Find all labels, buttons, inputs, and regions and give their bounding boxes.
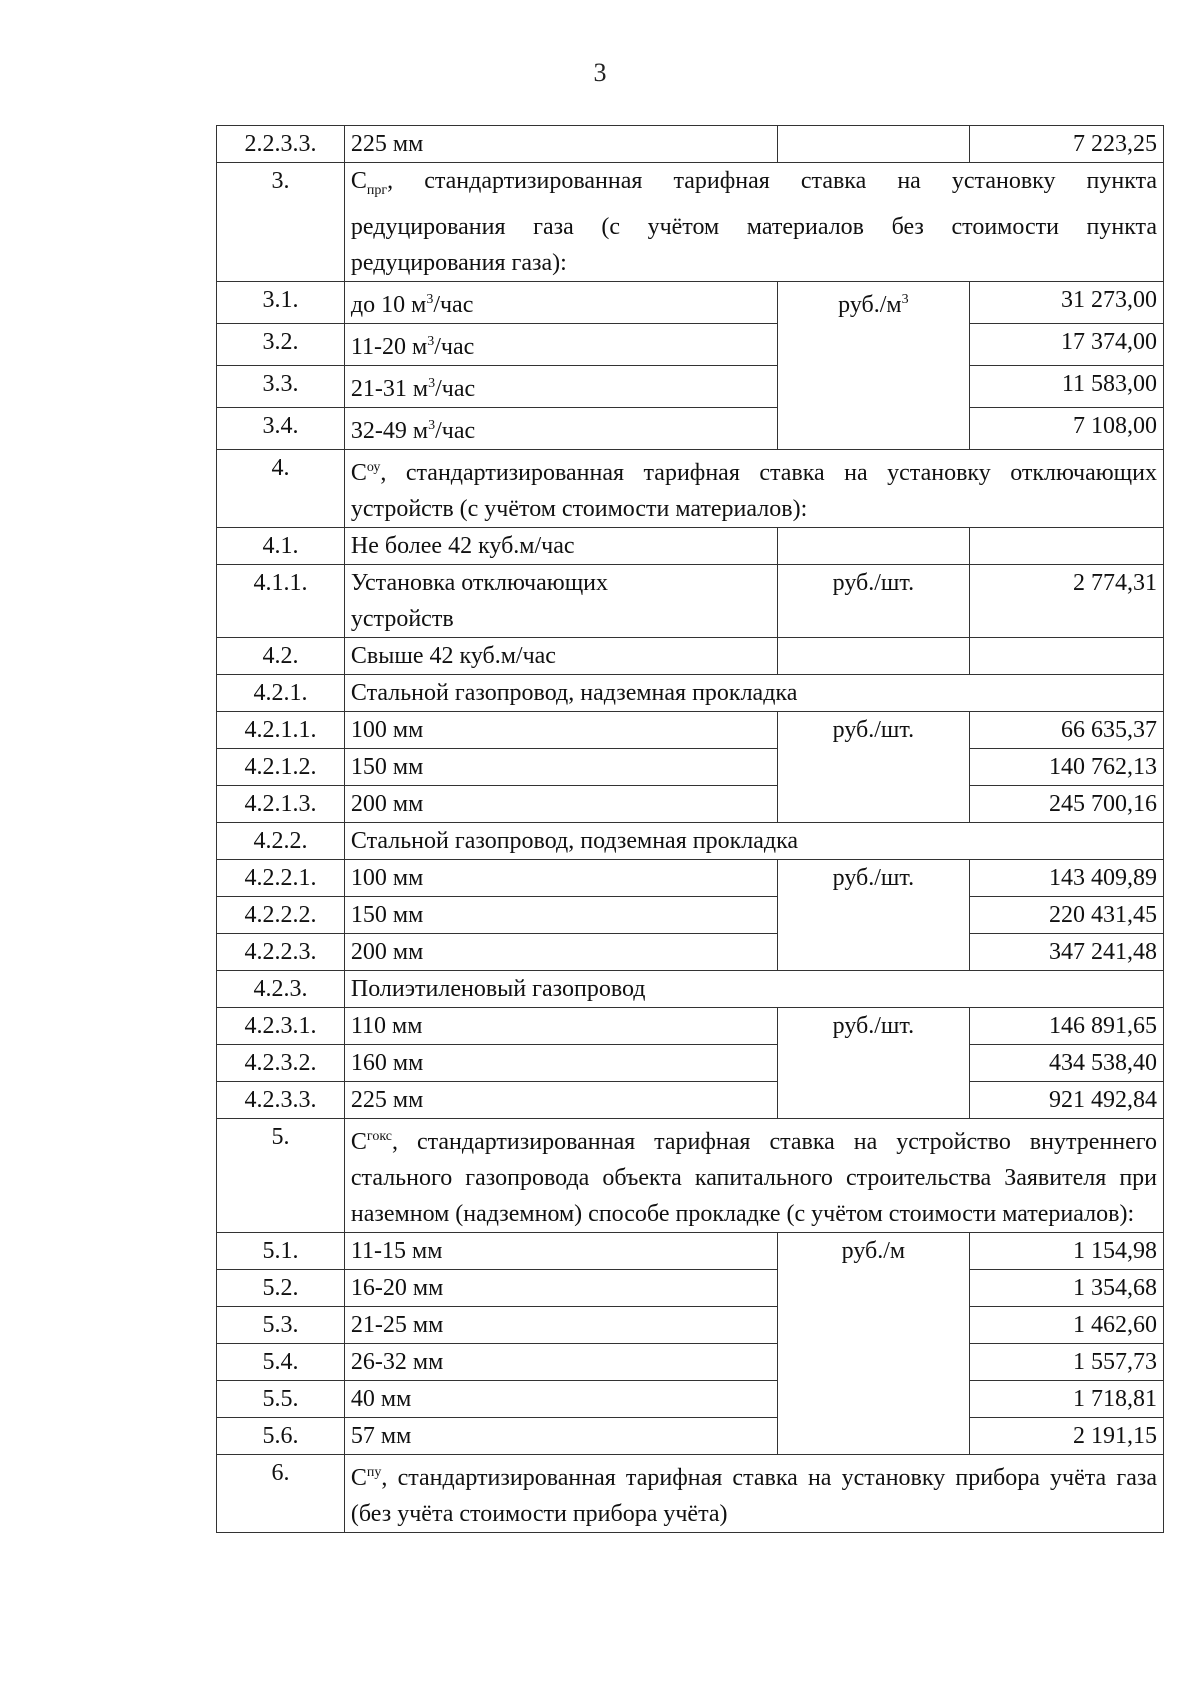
row-name: 100 мм bbox=[344, 711, 777, 748]
row-number: 4.2.3.2. bbox=[217, 1044, 345, 1081]
row-number: 3.1. bbox=[217, 281, 345, 323]
rate-symbol: С bbox=[350, 459, 367, 486]
row-number: 4.1. bbox=[217, 527, 345, 564]
row-number: 5.5. bbox=[217, 1380, 345, 1417]
row-number: 4.2.1. bbox=[217, 674, 345, 711]
row-number: 4.2.2.2. bbox=[217, 896, 345, 933]
section-row bbox=[217, 1454, 1164, 1532]
subsection-row bbox=[217, 822, 1164, 859]
table-row bbox=[217, 637, 1164, 674]
row-value: 31 273,00 bbox=[970, 281, 1164, 323]
row-number: 5. bbox=[217, 1118, 345, 1232]
row-number: 4.2.2.1. bbox=[217, 859, 345, 896]
row-value: 1 154,98 bbox=[970, 1232, 1164, 1269]
row-name: 110 мм bbox=[344, 1007, 777, 1044]
table-row bbox=[217, 711, 1164, 748]
table-row bbox=[217, 1417, 1164, 1454]
table-row bbox=[217, 859, 1164, 896]
row-number: 4.2.3.3. bbox=[217, 1081, 345, 1118]
row-number: 5.2. bbox=[217, 1269, 345, 1306]
unit-cell bbox=[777, 527, 970, 564]
section-description bbox=[344, 449, 1163, 527]
tariff-rates-table bbox=[216, 125, 1164, 1533]
section-text: , стандартизированная тарифная ставка на установку прибора учёта газа (без учёта стоимости прибора учёта) bbox=[350, 1464, 1157, 1527]
row-number: 4.2.1.1. bbox=[217, 711, 345, 748]
table-row bbox=[217, 1081, 1164, 1118]
row-number: 3.4. bbox=[217, 407, 345, 449]
section-text: , стандартизированная тарифная ставка на установку пункта редуцирования газа (с учётом материалов без стоимости пункта редуцирования газа): bbox=[350, 168, 1157, 276]
rate-symbol: С bbox=[350, 1128, 367, 1155]
row-value: 7 108,00 bbox=[970, 407, 1164, 449]
table-row bbox=[217, 1269, 1164, 1306]
page-number: 3 bbox=[593, 58, 607, 87]
row-value: 1 557,73 bbox=[970, 1343, 1164, 1380]
row-number: 5.6. bbox=[217, 1417, 345, 1454]
row-name: 11-15 мм bbox=[344, 1232, 777, 1269]
row-number: 5.4. bbox=[217, 1343, 345, 1380]
section-row bbox=[217, 449, 1164, 527]
table-row bbox=[217, 365, 1164, 407]
unit-cell bbox=[777, 126, 970, 163]
row-value: 143 409,89 bbox=[970, 859, 1164, 896]
row-name: 40 мм bbox=[344, 1380, 777, 1417]
unit-cell: руб./м bbox=[777, 1232, 970, 1454]
row-value: 17 374,00 bbox=[970, 323, 1164, 365]
row-value: 7 223,25 bbox=[970, 126, 1164, 163]
row-number: 4.2.1.3. bbox=[217, 785, 345, 822]
table-row bbox=[217, 407, 1164, 449]
row-number: 3. bbox=[217, 163, 345, 282]
row-value: 434 538,40 bbox=[970, 1044, 1164, 1081]
table-row bbox=[217, 1380, 1164, 1417]
row-number: 4. bbox=[217, 449, 345, 527]
table-row bbox=[217, 281, 1164, 323]
section-row bbox=[217, 1118, 1164, 1232]
row-number: 4.2.3. bbox=[217, 970, 345, 1007]
rate-symbol: С bbox=[350, 168, 367, 194]
row-value: 146 891,65 bbox=[970, 1007, 1164, 1044]
row-name: до 10 $м^3$/час bbox=[344, 281, 777, 323]
section-description bbox=[344, 1118, 1163, 1232]
subsection-row bbox=[217, 970, 1164, 1007]
value-cell bbox=[970, 527, 1164, 564]
table-row bbox=[217, 1306, 1164, 1343]
row-name: 150 мм bbox=[344, 748, 777, 785]
rate-symbol-superscript: оу bbox=[366, 459, 381, 475]
section-description bbox=[344, 1454, 1163, 1532]
table-row bbox=[217, 1007, 1164, 1044]
section-text: , стандартизированная тарифная ставка на установку отключающих устройств (с учётом стоимости материалов): bbox=[350, 459, 1157, 522]
row-number: 4.2. bbox=[217, 637, 345, 674]
table-row bbox=[217, 126, 1164, 163]
unit-cell: руб./шт. bbox=[777, 564, 970, 637]
row-number: 6. bbox=[217, 1454, 345, 1532]
table-row bbox=[217, 896, 1164, 933]
row-value: 2 774,31 bbox=[970, 564, 1164, 637]
row-value: 220 431,45 bbox=[970, 896, 1164, 933]
row-number: 3.3. bbox=[217, 365, 345, 407]
unit-cell: $руб./м^3$ bbox=[777, 281, 970, 449]
unit-cell: руб./шт. bbox=[777, 711, 970, 822]
row-name: 225 мм bbox=[344, 126, 777, 163]
row-number: 4.1.1. bbox=[217, 564, 345, 637]
row-value: 347 241,48 bbox=[970, 933, 1164, 970]
row-number: 4.2.2. bbox=[217, 822, 345, 859]
row-name: 57 мм bbox=[344, 1417, 777, 1454]
row-value: 66 635,37 bbox=[970, 711, 1164, 748]
row-name: 21-25 мм bbox=[344, 1306, 777, 1343]
table-row bbox=[217, 1044, 1164, 1081]
table-row bbox=[217, 1343, 1164, 1380]
row-value: 921 492,84 bbox=[970, 1081, 1164, 1118]
row-name: 200 мм bbox=[344, 785, 777, 822]
section-text: , стандартизированная тарифная ставка на устройство внутреннего стального газопровода объекта капитального строительства Заявителя при наземном (надземном) способе прокладке (с учётом стоимости материалов): bbox=[350, 1128, 1157, 1227]
row-value: 1 462,60 bbox=[970, 1306, 1164, 1343]
row-name: 160 мм bbox=[344, 1044, 777, 1081]
row-number: 3.2. bbox=[217, 323, 345, 365]
row-name: Установка отключающих устройств bbox=[344, 564, 777, 637]
row-name: 26-32 мм bbox=[344, 1343, 777, 1380]
row-name: 100 мм bbox=[344, 859, 777, 896]
table-row bbox=[217, 527, 1164, 564]
row-name: 16-20 мм bbox=[344, 1269, 777, 1306]
subsection-title: Стальной газопровод, подземная прокладка bbox=[344, 822, 1163, 859]
table-row bbox=[217, 933, 1164, 970]
row-number: 5.3. bbox=[217, 1306, 345, 1343]
row-name: 225 мм bbox=[344, 1081, 777, 1118]
row-name: 21-31 $м^3$/час bbox=[344, 365, 777, 407]
table-row bbox=[217, 564, 1164, 637]
unit-cell: руб./шт. bbox=[777, 859, 970, 970]
section-description bbox=[344, 163, 1163, 282]
row-value: 1 718,81 bbox=[970, 1380, 1164, 1417]
row-value: 140 762,13 bbox=[970, 748, 1164, 785]
row-name: 32-49 $м^3$/час bbox=[344, 407, 777, 449]
unit-cell bbox=[777, 637, 970, 674]
row-number: 4.2.1.2. bbox=[217, 748, 345, 785]
unit-cell: руб./шт. bbox=[777, 1007, 970, 1118]
row-number: 4.2.3.1. bbox=[217, 1007, 345, 1044]
row-name: 200 мм bbox=[344, 933, 777, 970]
table-row bbox=[217, 785, 1164, 822]
value-cell bbox=[970, 637, 1164, 674]
row-name: 11-20 $м^3$/час bbox=[344, 323, 777, 365]
rate-symbol: С bbox=[350, 1464, 367, 1491]
row-name: 150 мм bbox=[344, 896, 777, 933]
row-number: 2.2.3.3. bbox=[217, 126, 345, 163]
row-value: 11 583,00 bbox=[970, 365, 1164, 407]
row-value: 2 191,15 bbox=[970, 1417, 1164, 1454]
rate-symbol-superscript: пу bbox=[366, 1464, 382, 1480]
row-number: 5.1. bbox=[217, 1232, 345, 1269]
row-value: 1 354,68 bbox=[970, 1269, 1164, 1306]
subsection-row bbox=[217, 674, 1164, 711]
row-name: Не более 42 куб.м/час bbox=[344, 527, 777, 564]
row-value: 245 700,16 bbox=[970, 785, 1164, 822]
table-row bbox=[217, 748, 1164, 785]
section-row bbox=[217, 163, 1164, 282]
subsection-title: Стальной газопровод, надземная прокладка bbox=[344, 674, 1163, 711]
rate-symbol-subscript: прг bbox=[366, 182, 388, 198]
table-row bbox=[217, 323, 1164, 365]
table-row bbox=[217, 1232, 1164, 1269]
row-number: 4.2.2.3. bbox=[217, 933, 345, 970]
rate-symbol-superscript: гокс bbox=[366, 1128, 392, 1144]
row-name: Свыше 42 куб.м/час bbox=[344, 637, 777, 674]
subsection-title: Полиэтиленовый газопровод bbox=[344, 970, 1163, 1007]
